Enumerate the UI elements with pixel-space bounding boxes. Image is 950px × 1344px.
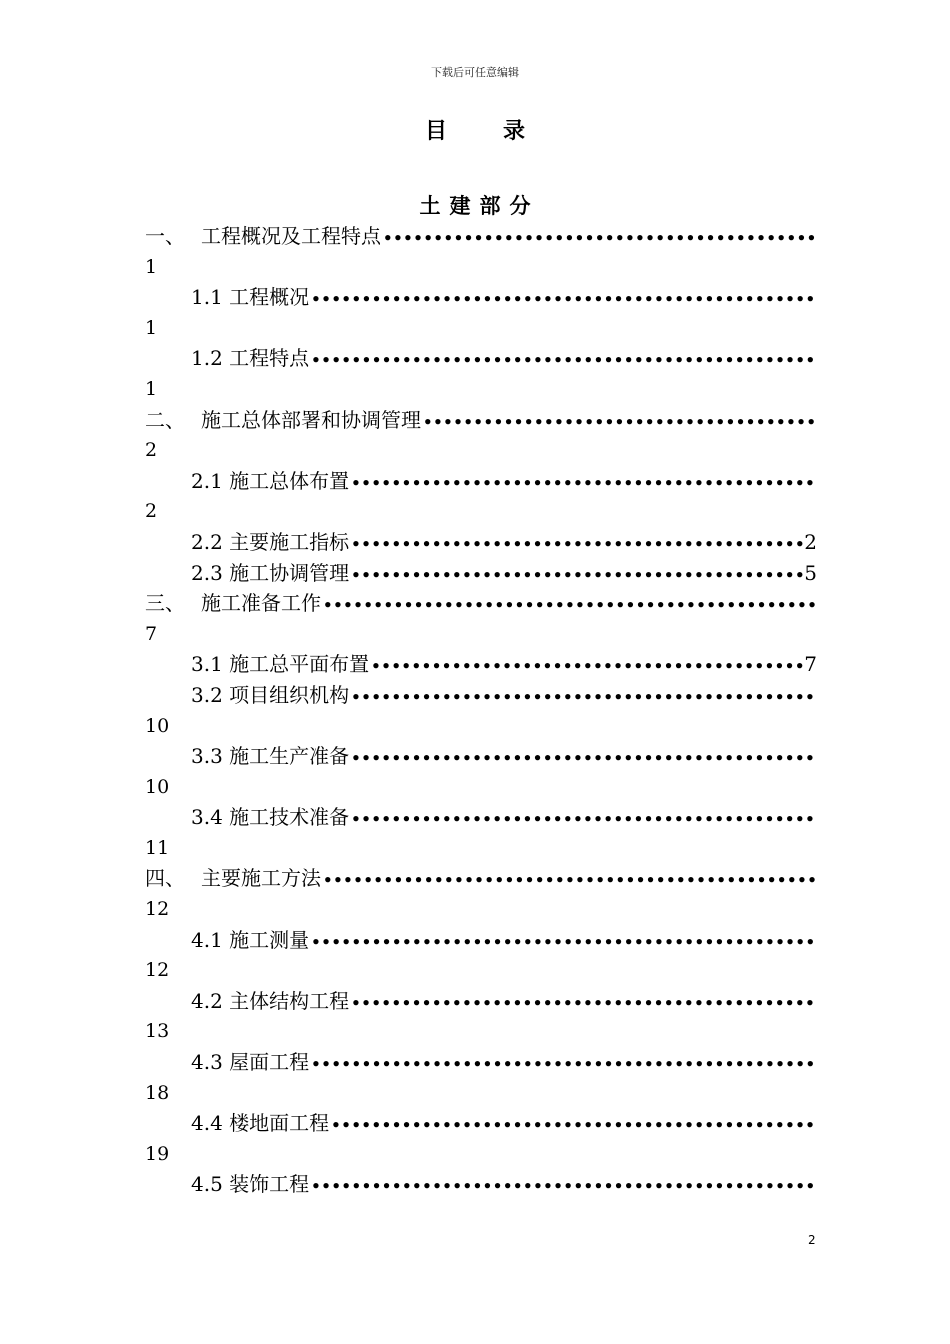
toc-entry-row — [145, 1169, 817, 1202]
toc-page-number: 1 — [145, 377, 158, 400]
toc-dot-leader — [351, 560, 804, 591]
toc-entry-text: 4.4 楼地面工程 — [191, 1111, 330, 1136]
toc-page-number: 2 — [145, 500, 158, 523]
toc-entry — [145, 649, 817, 680]
toc-dot-leader — [351, 468, 817, 499]
toc-entry-text: 2.1 施工总体布置 — [191, 468, 350, 493]
toc-dot-leader — [351, 529, 804, 560]
page-number: 2 — [808, 1233, 816, 1247]
toc-page-number: 12 — [145, 898, 170, 921]
toc-page-number: 18 — [145, 1081, 170, 1104]
toc-entry-text: 主要施工方法 — [201, 866, 321, 891]
toc-entry — [145, 986, 817, 1017]
toc-page-number: 10 — [145, 775, 170, 798]
toc-page-number: 19 — [145, 1142, 170, 1165]
toc-entry-marker: 四、 — [145, 866, 185, 891]
toc-title-char-2: 录 — [503, 119, 526, 144]
toc-page-number: 7 — [145, 622, 158, 645]
toc-page-number: 12 — [145, 959, 170, 982]
toc-dot-leader — [351, 804, 817, 835]
toc-page-number: 1 — [145, 255, 158, 278]
toc-entry-text: 1.1 工程概况 — [191, 285, 310, 310]
toc-dot-leader — [423, 407, 817, 438]
toc-dot-leader — [351, 743, 817, 774]
toc-dot-leader — [311, 1049, 817, 1080]
toc-entry-row — [145, 221, 817, 254]
toc-entry-marker: 二、 — [145, 407, 185, 432]
toc-page-number: 11 — [145, 836, 170, 859]
toc-entry-text: 4.5 装饰工程 — [191, 1172, 310, 1197]
toc-entry-row — [145, 925, 817, 958]
toc-dot-leader — [383, 223, 817, 254]
toc-entry — [145, 588, 817, 619]
toc-entry-text: 施工准备工作 — [201, 591, 321, 616]
toc-entry — [145, 802, 817, 833]
toc-entry-page: 7 — [804, 652, 817, 677]
toc-entry-text: 工程概况及工程特点 — [201, 224, 381, 248]
toc-page-number: 1 — [145, 316, 158, 339]
toc-entry — [145, 741, 817, 772]
toc-entry-page: 5 — [804, 560, 817, 585]
toc-entry-marker: 三、 — [145, 591, 185, 616]
toc-dot-leader — [323, 590, 817, 621]
toc-dot-leader — [351, 988, 817, 1019]
toc-entry — [145, 1169, 817, 1200]
toc-title — [0, 114, 950, 145]
toc-entry — [145, 221, 817, 252]
toc-entry-row — [145, 558, 817, 591]
toc-dot-leader — [311, 1171, 817, 1202]
toc-entry — [145, 863, 817, 894]
toc-entry-page: 2 — [804, 529, 817, 554]
toc-page-number: 13 — [145, 1020, 170, 1043]
toc-entry — [145, 558, 817, 589]
toc-page-number: 2 — [145, 439, 158, 462]
toc-entry-text: 4.1 施工测量 — [191, 927, 310, 952]
toc-dot-leader — [351, 682, 817, 713]
toc-dot-leader — [371, 651, 804, 682]
toc-dot-leader — [311, 345, 817, 376]
toc-entry-row — [145, 405, 817, 438]
toc-entry-text: 4.3 屋面工程 — [191, 1050, 310, 1075]
section-title: 土建部分 — [419, 194, 540, 218]
toc-entry-text: 3.4 施工技术准备 — [191, 805, 350, 830]
toc-dot-leader — [331, 1110, 817, 1141]
toc-entry-text: 施工总体部署和协调管理 — [201, 407, 421, 432]
toc-entry-marker: 一、 — [145, 224, 185, 248]
toc-entry-text: 2.3 施工协调管理 — [191, 560, 350, 585]
page-header: 下载后可任意编辑 — [431, 66, 519, 79]
toc-entry — [145, 1047, 817, 1078]
toc-entry-row — [145, 343, 817, 376]
toc-entry — [145, 1108, 817, 1139]
toc-entry — [145, 405, 817, 436]
toc-entry-row — [145, 282, 817, 315]
toc-entry-row — [145, 588, 817, 621]
toc-dot-leader — [311, 284, 817, 315]
toc-list — [145, 221, 817, 1200]
toc-entry-row — [145, 863, 817, 896]
toc-entry — [145, 527, 817, 558]
toc-entry-row — [145, 986, 817, 1019]
toc-entry-row — [145, 1047, 817, 1080]
toc-entry — [145, 680, 817, 711]
toc-page-number: 10 — [145, 714, 170, 737]
toc-entry-text: 3.1 施工总平面布置 — [191, 652, 370, 677]
toc-entry-text: 2.2 主要施工指标 — [191, 529, 350, 554]
toc-entry — [145, 343, 817, 374]
toc-entry-row — [145, 802, 817, 835]
toc-entry-text: 1.2 工程特点 — [191, 346, 310, 371]
toc-entry — [145, 466, 817, 497]
toc-title-char-1: 目 — [424, 119, 447, 144]
toc-entry — [145, 282, 817, 313]
toc-entry-row — [145, 741, 817, 774]
toc-entry-row — [145, 527, 817, 560]
toc-dot-leader — [311, 927, 817, 958]
toc-entry — [145, 925, 817, 956]
toc-entry-text: 4.2 主体结构工程 — [191, 988, 350, 1013]
toc-entry-row — [145, 649, 817, 682]
toc-entry-text: 3.3 施工生产准备 — [191, 744, 350, 769]
toc-entry-row — [145, 1108, 817, 1141]
toc-entry-row — [145, 466, 817, 499]
toc-dot-leader — [323, 865, 817, 896]
toc-entry-row — [145, 680, 817, 713]
toc-entry-text: 3.2 项目组织机构 — [191, 682, 350, 707]
